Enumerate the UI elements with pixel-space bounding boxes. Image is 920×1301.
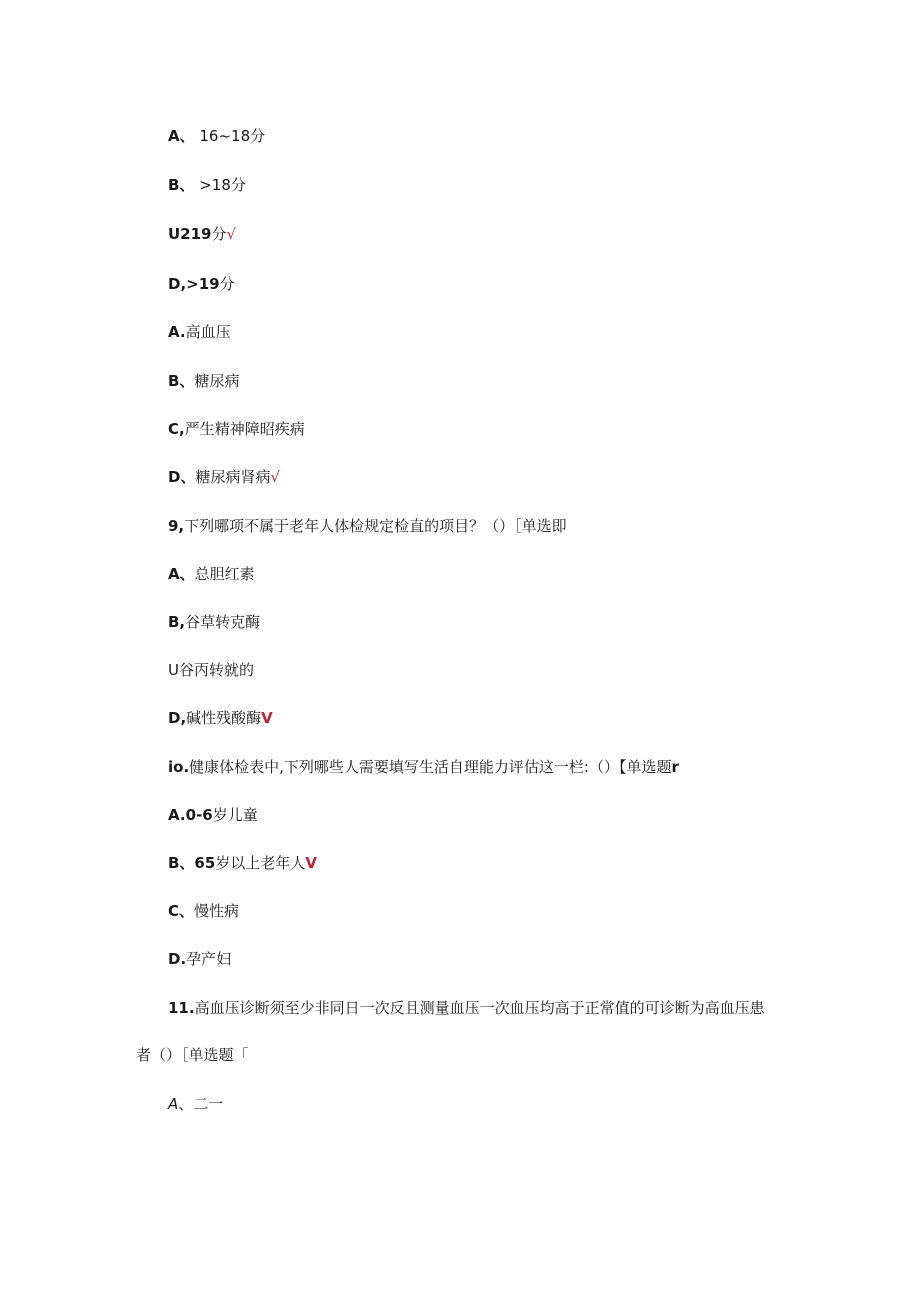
question-11-continued: 者（）［单选题「 xyxy=(136,1046,249,1064)
option-b-score-over-18: B、 >18分 xyxy=(168,176,246,194)
question-11: 11.高血压诊断须至少非同日一次反且测量血压一次血压均高于正常值的可诊断为高血压患 xyxy=(168,999,765,1017)
check-mark-icon: √ xyxy=(226,225,237,243)
option-c-mental-disorder: C,严生精神障昭疾病 xyxy=(168,420,305,438)
question-9: 9,下列哪项不属于老年人体检规定检直的项目？（）［单选即 xyxy=(168,517,567,535)
option-a-two-one: A、二一 xyxy=(168,1095,224,1113)
option-b-diabetes: B、糖尿病 xyxy=(168,372,240,390)
option-a-total-bilirubin: A、总胆红素 xyxy=(168,565,255,583)
option-d-diabetic-nephropathy: D、糖尿病肾病√ xyxy=(168,468,281,486)
option-b-ast: B,谷草转克酶 xyxy=(168,613,261,631)
option-d-alkaline-phosphatase: D,碱性残酸酶V xyxy=(168,709,273,727)
option-d-score-over-19: D,>19分 xyxy=(168,275,235,293)
check-mark-icon: V xyxy=(305,854,317,872)
option-c-alt: U谷丙转就的 xyxy=(168,661,254,679)
option-a-hypertension: A.高血压 xyxy=(168,323,231,341)
check-mark-icon: √ xyxy=(270,468,281,486)
option-c-score-19: U219分√ xyxy=(168,225,237,243)
question-10: io.健康体检表中,下列哪些人需要填写生活自理能力评估这一栏:（）【单选题r xyxy=(168,758,679,776)
check-mark-icon: V xyxy=(261,709,273,727)
option-c-chronic-disease: C、慢性病 xyxy=(168,902,240,920)
option-a-score-16-18: A、 16~18分 xyxy=(168,127,266,145)
option-a-children-0-6: A.0-6岁儿童 xyxy=(168,806,258,824)
option-b-elderly-65: B、65岁以上老年人V xyxy=(168,854,317,872)
option-d-pregnant-women: D.孕产妇 xyxy=(168,950,232,968)
